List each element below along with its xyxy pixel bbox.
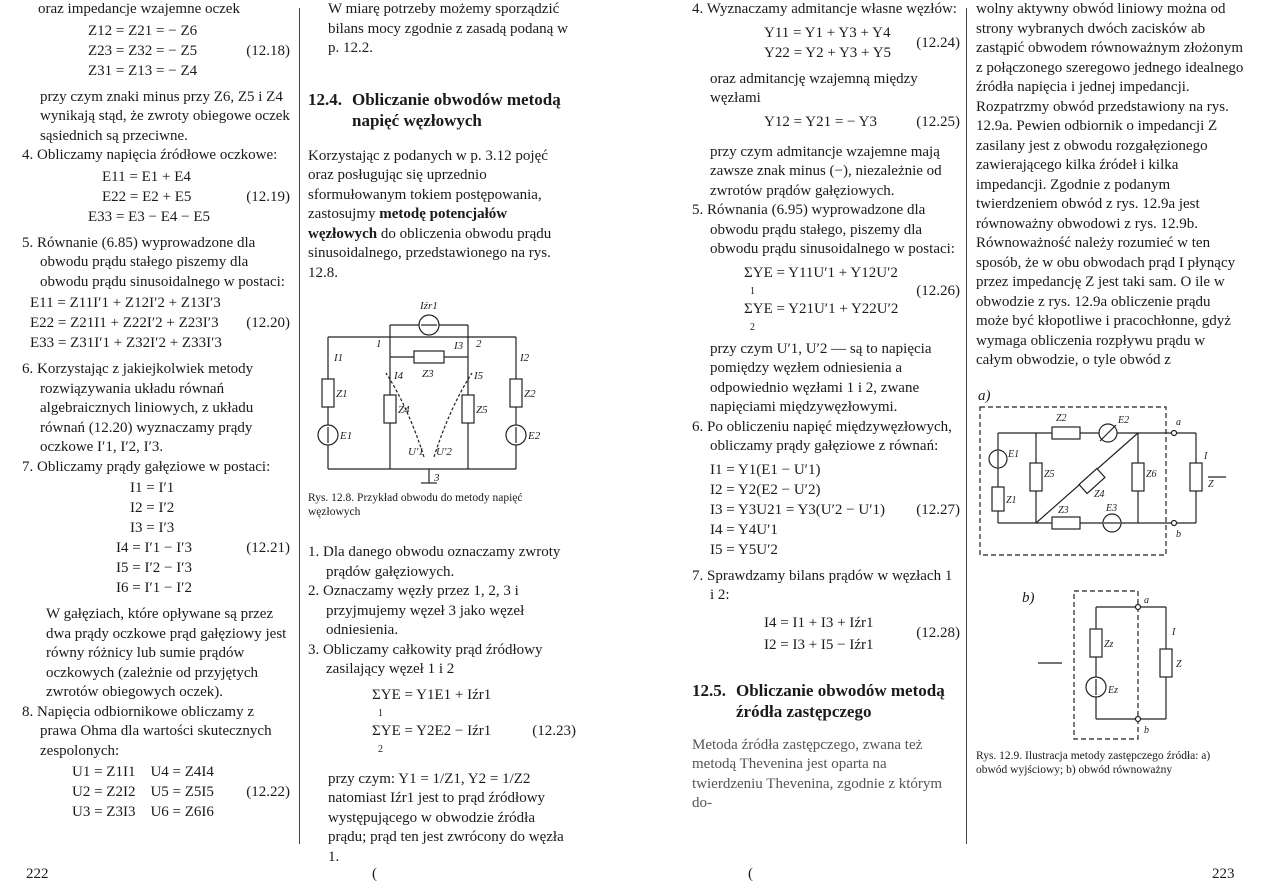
equation-sum-index: 2 <box>750 321 755 333</box>
equation-line: E33 = E3 − E4 − E5 <box>88 208 211 225</box>
equation-line: ΣYE = Y21U′1 + Y22U′2 <box>744 300 899 317</box>
label-z5: Z5 <box>476 404 488 416</box>
label-i3: I3 <box>454 340 464 352</box>
circuit-diagram-12-8 <box>308 297 576 493</box>
list-item-6: 6. Korzystając z jakiejkolwiek metody rozwiązywania układu równań algebraicznych liniowych, z układu równań (12.20) wyznaczamy prądy oczkowe I′1, I′2, I′3. <box>22 361 254 455</box>
resistor-z2 <box>1052 427 1080 439</box>
label-ez: Ez <box>1108 684 1118 696</box>
label-u1: U′1 <box>408 446 424 458</box>
equation-12-26 <box>692 264 960 336</box>
list-item-6: 6. Po obliczeniu napięć międzywęzłowych, obliczamy prądy gałęziowe z równań: <box>692 418 952 454</box>
text-voltages: przy czym U′1, U′2 — są to napięcia pomiędzy węzłem odniesienia a odpowiednio węzłami 1 i 2, zwane napięciami międzywęzłowymi. <box>710 340 932 415</box>
equation-line: U3 = Z3I3 U6 = Z6I6 <box>72 804 214 820</box>
list-item-5: 5. Równania (6.95) wyprowadzone dla obwodu prądu stałego, piszemy dla obwodu prądu sinusoidalnego w postaci: <box>692 202 955 257</box>
equation-line: I3 = Y3U21 = Y3(U′2 − U′1) <box>710 501 885 518</box>
list-item-5: 5. Równanie (6.85) wyprowadzone dla obwodu prądu stałego piszemy dla obwodu prądu sinusoidalnego w postaci: <box>22 234 285 290</box>
equation-12-25 <box>692 113 960 137</box>
label-node-1: 1 <box>376 338 382 350</box>
equation-12-24 <box>692 24 960 66</box>
label-z: Z <box>1176 658 1182 670</box>
text-node-method-b: do obliczenia obwodu prądu sinusoidalnego, przedstawionego na rys. 12.8. <box>308 225 552 281</box>
resistor-z <box>1160 649 1172 677</box>
resistor-z3 <box>1052 517 1080 529</box>
resistor-z1 <box>992 487 1004 511</box>
equation-number: (12.24) <box>916 34 960 51</box>
figure-12-9b <box>976 589 1244 749</box>
equation-line: I5 = Y5U′2 <box>710 541 778 558</box>
label-z5: Z5 <box>1044 468 1055 480</box>
resistor-z6 <box>1132 463 1144 491</box>
label-zz: Zz <box>1104 638 1114 650</box>
equation-line: Z31 = Z13 = − Z4 <box>88 62 198 79</box>
resistor-z4 <box>384 395 396 423</box>
list-item-7: 7. Sprawdzamy bilans prądów w węzłach 1 i 2: <box>692 567 953 603</box>
resistor-z5 <box>462 395 474 423</box>
equation-line: I1 = I′1 <box>130 480 175 496</box>
column-1 <box>22 0 290 825</box>
label-z6: Z6 <box>1146 468 1157 480</box>
resistor-zz <box>1090 629 1102 657</box>
equation-line: Y22 = Y2 + Y3 + Y5 <box>764 44 892 61</box>
equation-number: (12.28) <box>916 624 960 641</box>
text-node-method <box>308 147 576 284</box>
label-b: b <box>1176 528 1181 540</box>
equation-number: (12.22) <box>246 784 290 800</box>
text-balance: W miarę potrzeby możemy sporządzić bilans mocy zgodnie z zasadą podaną w p. 12.2. <box>328 1 568 56</box>
equation-line: E11 = E1 + E4 <box>102 168 191 185</box>
label-z4: Z4 <box>1094 488 1105 500</box>
equation-sum-index: 1 <box>378 707 383 719</box>
terminal-b <box>1136 716 1141 721</box>
label-z: Z <box>1208 478 1214 490</box>
equation-line: I2 = Y2(E2 − U′2) <box>710 481 821 498</box>
equation-line: I2 = I3 + I5 − Iźr1 <box>764 636 874 653</box>
list-item-8: 8. Napięcia odbiornikowe obliczamy z prawa Ohma dla wartości skutecznych zespolonych: <box>22 703 272 759</box>
equation-12-19 <box>22 168 290 230</box>
equation-number: (12.21) <box>246 540 290 556</box>
circuit-diagram-12-9a <box>976 403 1244 583</box>
section-title: Obliczanie obwodów metodą źródła zastępczego <box>736 680 945 721</box>
dashed-boundary <box>1074 591 1138 739</box>
equation-12-23 <box>308 686 576 756</box>
label-i1: I1 <box>334 352 344 364</box>
terminal-a <box>1172 430 1177 435</box>
equation-sum-index: 1 <box>750 285 755 297</box>
text-continued: wolny aktywny obwód liniowy można od strony wybranych dwóch zacisków ab zastąpić obwodem równoważnym złożonym z połączonego szeregowo jednego idealnego źródła napięcia i jednej impedancji. <box>976 1 1244 95</box>
label-i5: I5 <box>474 370 484 382</box>
page-number-right: 223 <box>1212 866 1235 882</box>
equation-number: (12.19) <box>246 188 290 205</box>
label-e3: E3 <box>1106 502 1118 514</box>
equation-number: (12.25) <box>916 113 960 130</box>
label-z3: Z3 <box>1058 504 1069 516</box>
column-rule-right <box>966 8 967 844</box>
column-3 <box>692 0 960 814</box>
equation-line: I1 = Y1(E1 − U′1) <box>710 461 821 478</box>
list-item-7: 7. Obliczamy prądy gałęziowe w postaci: <box>22 458 271 475</box>
equation-line: E22 = E2 + E5 <box>102 188 192 205</box>
equation-12-22 <box>22 763 290 825</box>
equation-line: I4 = Y4U′1 <box>710 521 778 538</box>
list-item-4: 4. Obliczamy napięcia źródłowe oczkowe: <box>22 147 278 163</box>
gutter-mark-right: ( <box>748 866 753 882</box>
equation-line: Y11 = Y1 + Y3 + Y4 <box>764 24 891 41</box>
equation-line: ΣYE = Y11U′1 + Y12U′2 <box>744 264 898 281</box>
label-i: I <box>1172 626 1176 638</box>
resistor-z5 <box>1030 463 1042 491</box>
section-heading-12-4 <box>308 89 576 131</box>
equation-12-20 <box>22 294 290 356</box>
equation-line: I5 = I′2 − I′3 <box>116 560 192 576</box>
equation-line: Z23 = Z32 = − Z5 <box>88 42 198 59</box>
equation-line: E11 = Z11I′1 + Z12I′2 + Z13I′3 <box>30 295 221 311</box>
section-heading-12-5 <box>692 680 960 722</box>
label-z1: Z1 <box>336 388 348 400</box>
list-item-4: 4. Wyznaczamy admitancje własne węzłów: <box>692 1 957 17</box>
column-4 <box>976 0 1244 777</box>
equation-12-28 <box>692 614 960 658</box>
figure-12-9a <box>976 387 1244 587</box>
equation-line: I3 = I′3 <box>130 520 175 536</box>
label-node-2: 2 <box>476 338 482 350</box>
equation-line: Y12 = Y21 = − Y3 <box>764 113 878 130</box>
label-z2: Z2 <box>1056 412 1067 424</box>
list-item-2: 2. Oznaczamy węzły przez 1, 2, 3 i przyjmujemy węzeł 3 jako węzeł odniesienia. <box>308 583 525 638</box>
circuit-diagram-12-9b <box>976 589 1244 749</box>
text-thevenin: Metoda źródła zastępczego, zwana też metodą Thevenina jest oparta na twierdzeniu Thevenina, zgodnie z którym do- <box>692 736 943 811</box>
equation-sum-index: 2 <box>378 743 383 755</box>
text-signs: przy czym znaki minus przy Z6, Z5 i Z4 wynikają stąd, że zwroty obiegowe oczek sąsiednich są przeciwne. <box>40 88 290 144</box>
label-z1: Z1 <box>1006 494 1017 506</box>
equation-line: E22 = Z21I1 + Z22I′2 + Z23I′3 <box>30 315 219 331</box>
text-main: Rozpatrzmy obwód przedstawiony na rys. 12.9a. Pewien odbiornik o impedancji Z zasilany jest z obwodu rozgałęzionego zawierającego kilka źródeł i kilka impedancji. Zgodnie z podanym twierdzeniem obwód z rys. 12.9a jest równoważny obwodowi z rys. 12.9b. Równoważność należy rozumieć w ten sposób, że w obu obwodach prąd I płynący przez impedancję Z jest taki sam. O ile w obwodzie z rys. 12.9a obliczenie prądu może być kłopotliwe i pracochłonne, gdyż wymaga obliczenia rozpływu prądu w całym obwodzie, o tyle obwód z <box>976 98 1236 368</box>
equation-number: (12.26) <box>916 282 960 299</box>
column-rule-left <box>299 8 300 844</box>
text-mutual: oraz admitancję wzajemną między węzłami <box>710 70 918 106</box>
resistor-z2 <box>510 379 522 407</box>
equation-number: (12.20) <box>246 315 290 331</box>
resistor-z <box>1190 463 1202 491</box>
text-branches: W gałęziach, które opływane są przez dwa prądy oczkowe prąd gałęziowy jest równy różnicy lub sumie prądów oczkowych (zależnie od przyjętych zwrotów obiegowych oczek). <box>46 606 287 700</box>
text-node-method-bold: metodę potencjałów węzłowych <box>308 206 508 242</box>
list-item-3: 3. Obliczamy całkowity prąd źródłowy zasilający węzeł 1 i 2 <box>308 641 543 677</box>
label-i: I <box>1204 450 1208 462</box>
label-a: a <box>1176 416 1181 428</box>
text-intro: oraz impedancje wzajemne oczek <box>38 1 240 17</box>
figure-12-9b-label: b) <box>1022 589 1035 606</box>
list-item-1: 1. Dla danego obwodu oznaczamy zwroty prądów gałęziowych. <box>308 544 561 580</box>
label-z3: Z3 <box>422 368 434 380</box>
equation-line: ΣYE = Y1E1 + Iźr1 <box>372 686 492 703</box>
label-z2: Z2 <box>524 388 536 400</box>
equation-number: (12.27) <box>916 501 960 518</box>
equation-line: I2 = I′2 <box>130 500 175 516</box>
equation-12-21 <box>22 479 290 599</box>
equation-line: I4 = I′1 − I′3 <box>116 540 192 556</box>
label-i2: I2 <box>520 352 530 364</box>
column-2 <box>308 0 576 867</box>
label-u2: U′2 <box>436 446 452 458</box>
terminal-a <box>1136 604 1141 609</box>
label-a: a <box>1144 594 1149 606</box>
label-i4: I4 <box>394 370 404 382</box>
equation-line: I6 = I′1 − I′2 <box>116 580 192 596</box>
label-isr1: Iźr1 <box>420 300 438 312</box>
equation-number: (12.23) <box>532 722 576 739</box>
equation-12-27 <box>692 461 960 561</box>
equation-line: E33 = Z31I′1 + Z32I′2 + Z33I′3 <box>30 335 222 351</box>
equation-line: U1 = Z1I1 U4 = Z4I4 <box>72 764 214 780</box>
page-number-left: 222 <box>26 866 49 882</box>
equation-line: I4 = I1 + I3 + Iźr1 <box>764 614 874 631</box>
figure-caption-12-9: Rys. 12.9. Ilustracja metody zastępczego źródła: a) obwód wyjściowy; b) obwód równoważny <box>976 749 1211 776</box>
label-z4: Z4 <box>398 404 410 416</box>
equation-line: U2 = Z2I2 U5 = Z5I5 <box>72 784 214 800</box>
label-e2: E2 <box>1118 414 1130 426</box>
terminal-b <box>1172 520 1177 525</box>
label-b: b <box>1144 724 1149 736</box>
text-minus: przy czym admitancje wzajemne mają zawsze znak minus (−), niezależnie od zwrotów prądów gałęziowych. <box>710 143 942 199</box>
figure-12-9a-label: a) <box>978 387 991 404</box>
gutter-mark-left: ( <box>372 866 377 882</box>
text-where: przy czym: Y1 = 1/Z1, Y2 = 1/Z2 natomiast Iźr1 jest to prąd źródłowy występującego w obwodzie źródła prądu; prąd ten jest zwrócony do węzła 1. <box>328 770 564 865</box>
label-e1: E1 <box>340 430 353 442</box>
label-e2: E2 <box>528 430 541 442</box>
equation-line: ΣYE = Y2E2 − Iźr1 <box>372 722 492 739</box>
figure-caption-12-8: Rys. 12.8. Przykład obwodu do metody napięć węzłowych <box>308 492 523 518</box>
resistor-z3 <box>414 351 444 363</box>
equation-line: Z12 = Z21 = − Z6 <box>88 22 198 39</box>
section-number: 12.4. <box>308 89 342 109</box>
equation-12-18 <box>22 22 290 84</box>
label-e1: E1 <box>1008 448 1020 460</box>
resistor-z1 <box>322 379 334 407</box>
text-node-method-a: Korzystając z podanych w p. 3.12 pojęć oraz posługując się uprzednio sformułowanym tokiem postępowania, zastosujmy <box>308 147 548 222</box>
section-title: Obliczanie obwodów metodą napięć węzłowych <box>352 89 561 130</box>
section-number: 12.5. <box>692 680 726 700</box>
label-node-3: 3 <box>434 472 440 484</box>
figure-12-8 <box>308 297 576 493</box>
equation-number: (12.18) <box>246 42 290 59</box>
